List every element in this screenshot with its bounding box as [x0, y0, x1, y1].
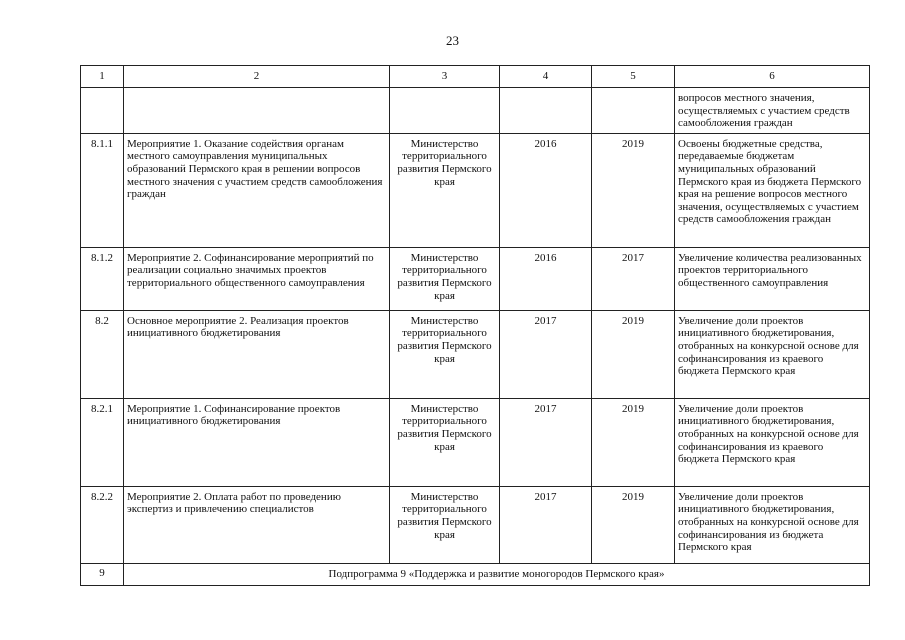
- row-end-year: [592, 88, 675, 134]
- row-end-year: 2019: [592, 310, 675, 398]
- table-row: [81, 247, 870, 310]
- row-activity-name: Мероприятие 2. Оплата работ по проведению экспертиз и привлечению специалистов: [124, 486, 390, 563]
- row-result: Увеличение количества реализованных проектов территориального общественного самоуправления: [675, 247, 870, 310]
- subprogram-title: Подпрограмма 9 «Поддержка и развитие моногородов Пермского края»: [124, 563, 870, 585]
- row-start-year: 2016: [500, 133, 592, 247]
- row-start-year: [500, 88, 592, 134]
- header-cell-5: 5: [592, 66, 675, 88]
- row-number: 8.2.1: [81, 398, 124, 486]
- row-number: 8.2: [81, 310, 124, 398]
- row-end-year: 2017: [592, 247, 675, 310]
- table-row: [81, 398, 870, 486]
- row-activity-name: Мероприятие 1. Оказание содействия органам местного самоуправления муниципальных образований Пермского края в решении вопросов местного значения с участием средств самообложения граждан: [124, 133, 390, 247]
- row-executor: Министерство территориального развития Пермского края: [390, 486, 500, 563]
- row-executor: Министерство территориального развития Пермского края: [390, 133, 500, 247]
- table-header-row: [81, 66, 870, 88]
- row-start-year: 2017: [500, 486, 592, 563]
- row-executor: Министерство территориального развития Пермского края: [390, 310, 500, 398]
- table-row: [81, 88, 870, 134]
- row-result: Увеличение доли проектов инициативного бюджетирования, отобранных на конкурсной основе для софинансирования из краевого бюджета Пермского края: [675, 310, 870, 398]
- row-executor: Министерство территориального развития Пермского края: [390, 247, 500, 310]
- table-row: [81, 310, 870, 398]
- row-end-year: 2019: [592, 486, 675, 563]
- row-result: Освоены бюджетные средства, передаваемые бюджетам муниципальных образований Пермского края из бюджета Пермского края на решение вопросов местного значения, осуществляемых с участием средств самообложения граждан: [675, 133, 870, 247]
- header-cell-1: 1: [81, 66, 124, 88]
- row-activity-name: [124, 88, 390, 134]
- row-start-year: 2017: [500, 398, 592, 486]
- row-activity-name: Мероприятие 1. Софинансирование проектов инициативного бюджетирования: [124, 398, 390, 486]
- row-activity-name: Мероприятие 2. Софинансирование мероприятий по реализации социально значимых проектов территориального общественного самоуправления: [124, 247, 390, 310]
- row-start-year: 2017: [500, 310, 592, 398]
- row-executor: Министерство территориального развития Пермского края: [390, 398, 500, 486]
- row-number: [81, 88, 124, 134]
- row-number: 8.1.2: [81, 247, 124, 310]
- header-cell-6: 6: [675, 66, 870, 88]
- table-row: [81, 133, 870, 247]
- row-result: Увеличение доли проектов инициативного бюджетирования, отобранных на конкурсной основе для софинансирования из бюджета Пермского края: [675, 486, 870, 563]
- activities-table: [80, 65, 870, 586]
- header-cell-3: 3: [390, 66, 500, 88]
- row-end-year: 2019: [592, 398, 675, 486]
- subprogram-row: [81, 563, 870, 585]
- row-number: 8.2.2: [81, 486, 124, 563]
- row-result: Увеличение доли проектов инициативного бюджетирования, отобранных на конкурсной основе для софинансирования из краевого бюджета Пермского края: [675, 398, 870, 486]
- header-cell-4: 4: [500, 66, 592, 88]
- row-result: вопросов местного значения, осуществляемых с участием средств самообложения граждан: [675, 88, 870, 134]
- row-start-year: 2016: [500, 247, 592, 310]
- page-number: 23: [446, 33, 459, 48]
- table-row: [81, 486, 870, 563]
- header-cell-2: 2: [124, 66, 390, 88]
- row-activity-name: Основное мероприятие 2. Реализация проектов инициативного бюджетирования: [124, 310, 390, 398]
- subprogram-number: 9: [81, 563, 124, 585]
- row-number: 8.1.1: [81, 133, 124, 247]
- row-executor: [390, 88, 500, 134]
- row-end-year: 2019: [592, 133, 675, 247]
